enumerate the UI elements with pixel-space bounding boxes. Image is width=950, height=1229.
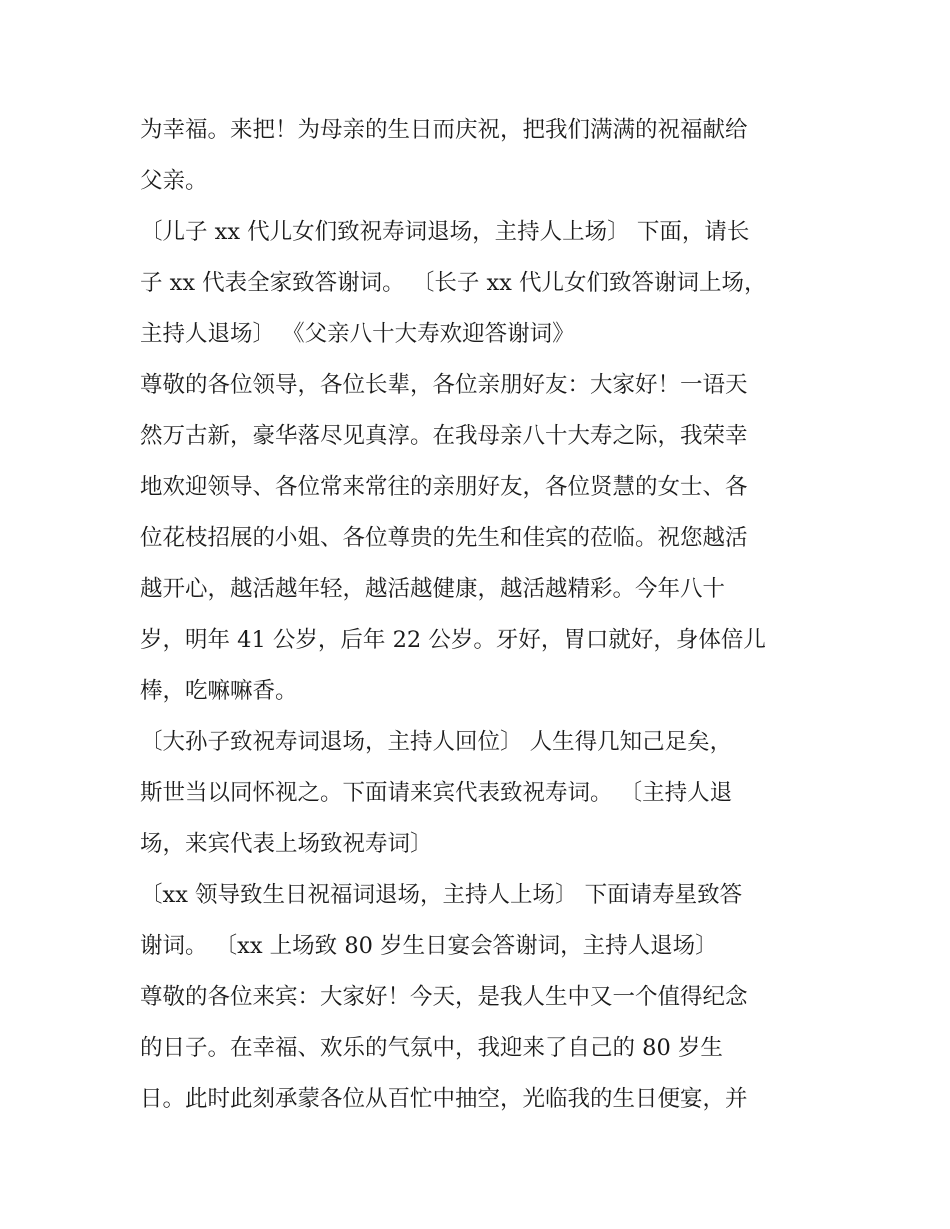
text-line: 地欢迎领导、各位常来常往的亲朋好友，各位贤慧的女士、各 bbox=[140, 474, 748, 500]
text-line: 日。此时此刻承蒙各位从百忙中抽空，光临我的生日便宴，并 bbox=[140, 1086, 748, 1112]
text-line: 的日子。在幸福、欢乐的气氛中，我迎来了自己的 80 岁生 bbox=[140, 1035, 723, 1061]
text-line: 尊敬的各位领导，各位长辈，各位亲朋好友：大家好！一语天 bbox=[140, 372, 748, 398]
text-line: 谢词。 〔xx 上场致 80 岁生日宴会答谢词，主持人退场〕 bbox=[140, 933, 718, 959]
text-line: 场，来宾代表上场致祝寿词〕 bbox=[140, 831, 433, 857]
text-line: 岁，明年 41 公岁，后年 22 公岁。牙好，胃口就好，身体倍儿 bbox=[140, 627, 766, 653]
text-line: 然万古新，豪华落尽见真淳。在我母亲八十大寿之际，我荣幸 bbox=[140, 423, 748, 449]
text-line: 〔xx 领导致生日祝福词退场，主持人上场〕 下面请寿星致答 bbox=[140, 882, 743, 908]
text-line: 越开心，越活越年轻，越活越健康，越活越精彩。今年八十 bbox=[140, 576, 726, 602]
text-line: 〔大孙子致祝寿词退场，主持人回位〕 人生得几知己足矣， bbox=[140, 729, 733, 755]
text-line: 棒，吃嘛嘛香。 bbox=[140, 678, 298, 704]
text-line: 父亲。 bbox=[140, 168, 208, 194]
text-line: 为幸福。来把！为母亲的生日而庆祝，把我们满满的祝福献给 bbox=[140, 117, 748, 143]
text-line: 主持人退场〕 《父亲八十大寿欢迎答谢词》 bbox=[140, 321, 575, 347]
text-line: 尊敬的各位来宾：大家好！今天，是我人生中又一个值得纪念 bbox=[140, 984, 748, 1010]
text-line: 子 xx 代表全家致答谢词。 〔长子 xx 代儿女们致答谢词上场， bbox=[140, 270, 767, 296]
text-line: 位花枝招展的小姐、各位尊贵的先生和佳宾的莅临。祝您越活 bbox=[140, 525, 748, 551]
document-body bbox=[140, 105, 820, 1125]
text-line: 〔儿子 xx 代儿女们致祝寿词退场，主持人上场〕 下面，请长 bbox=[140, 219, 750, 245]
text-line: 斯世当以同怀视之。下面请来宾代表致祝寿词。 〔主持人退 bbox=[140, 780, 733, 806]
